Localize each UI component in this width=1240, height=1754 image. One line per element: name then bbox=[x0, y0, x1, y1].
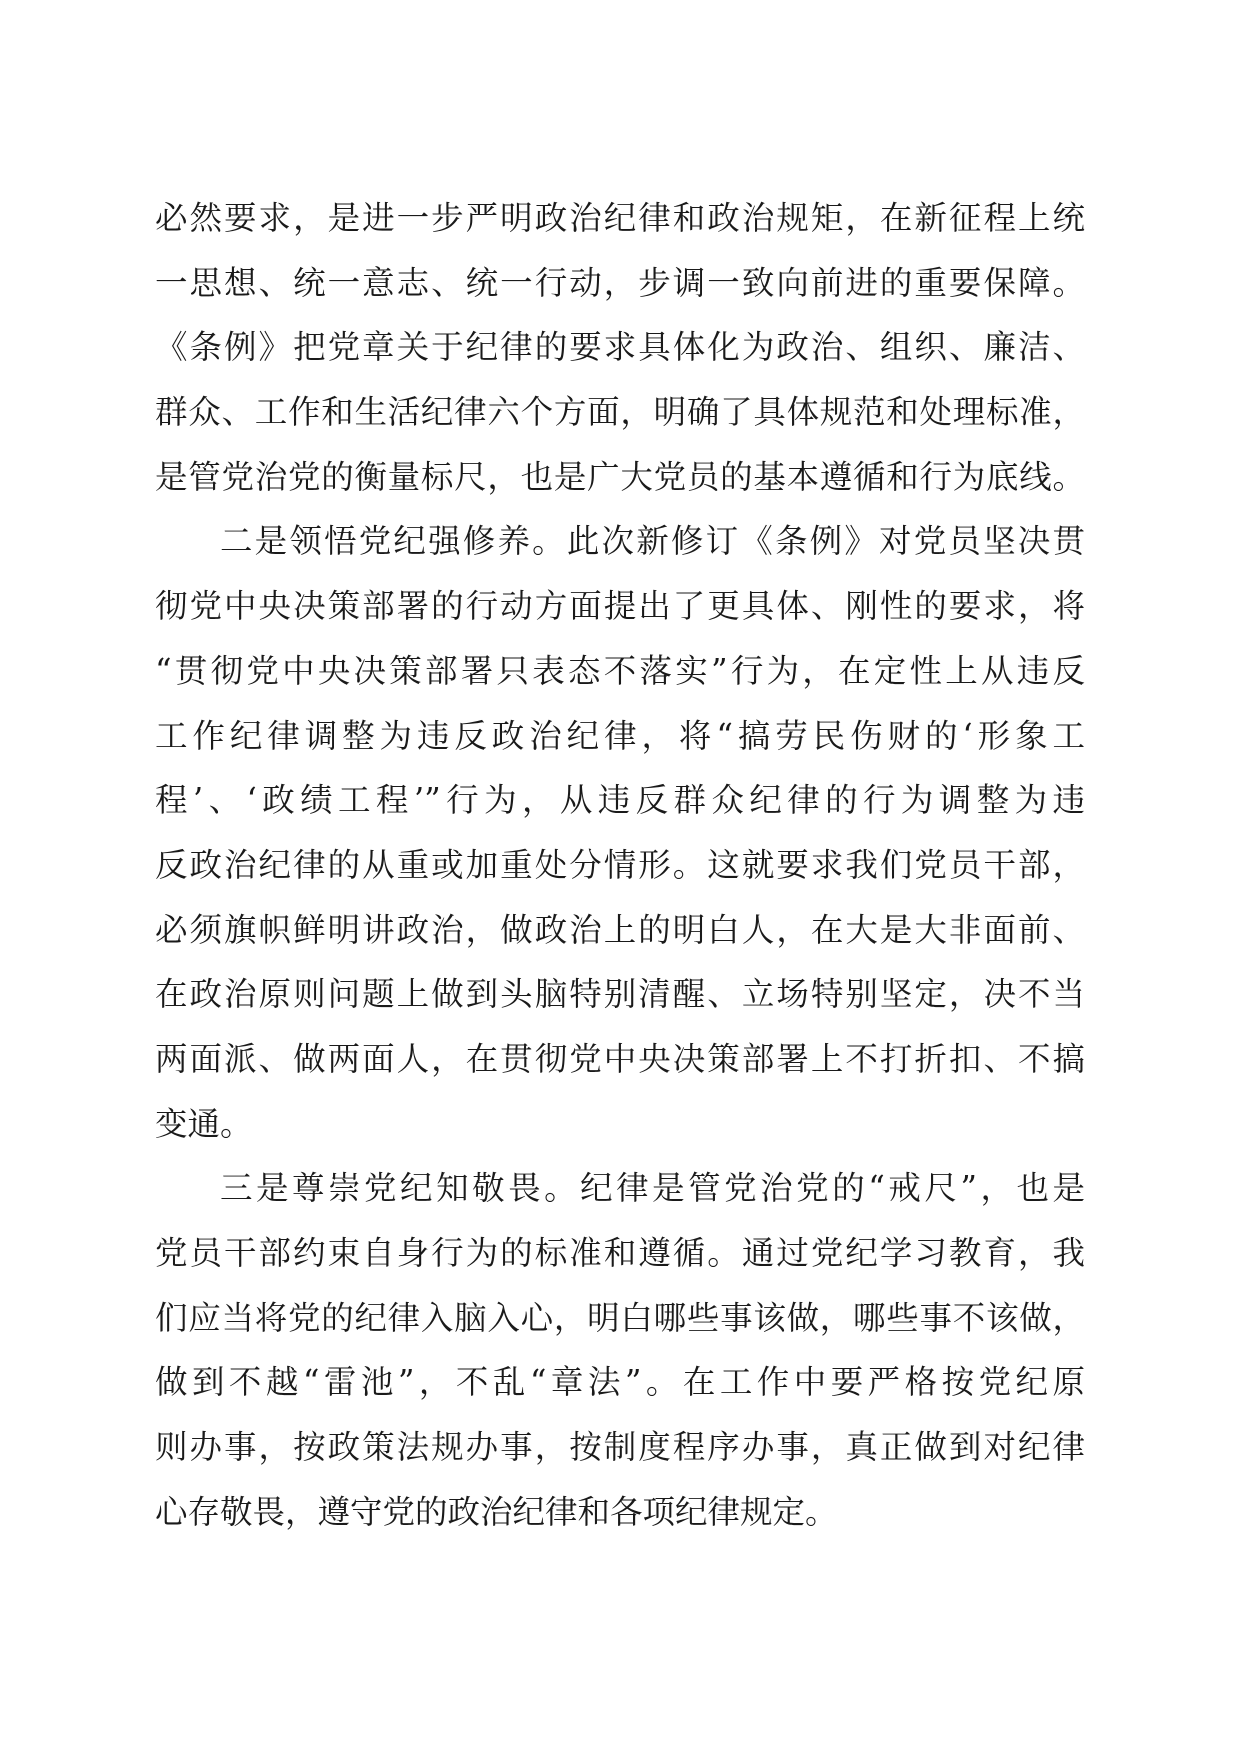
text-line: 必然要求，是进一步严明政治纪律和政治规矩，在新征程上统 bbox=[155, 199, 1085, 237]
text-line: 党员干部约束自身行为的标准和遵循。通过党纪学习教育，我 bbox=[155, 1234, 1085, 1272]
text-line: 程’、‘政绩工程’”行为，从违反群众纪律的行为调整为违 bbox=[155, 781, 1085, 820]
text-line: 变通。 bbox=[155, 1104, 253, 1143]
paragraph-3 bbox=[155, 1156, 1085, 1544]
text-line: 二是领悟党纪强修养。此次新修订《条例》对党员坚决贯 bbox=[220, 522, 1085, 561]
text-line: 三是尊崇党纪知敬畏。纪律是管党治党的“戒尺”，也是 bbox=[220, 1169, 1085, 1208]
text-line: 是管党治党的衡量标尺，也是广大党员的基本遵循和行为底线。 bbox=[155, 457, 1085, 496]
text-line: 在政治原则问题上做到头脑特别清醒、立场特别坚定，决不当 bbox=[155, 975, 1085, 1014]
text-line: “贯彻党中央决策部署只表态不落实”行为，在定性上从违反 bbox=[155, 651, 1085, 690]
text-line: 必须旗帜鲜明讲政治，做政治上的明白人，在大是大非面前、 bbox=[155, 910, 1085, 949]
paragraph-1 bbox=[155, 186, 1085, 509]
text-line: 们应当将党的纪律入脑入心，明白哪些事该做，哪些事不该做， bbox=[155, 1298, 1085, 1337]
text-line: 《条例》把党章关于纪律的要求具体化为政治、组织、廉洁、 bbox=[155, 328, 1085, 367]
text-line: 彻党中央决策部署的行动方面提出了更具体、刚性的要求，将 bbox=[155, 587, 1085, 626]
text-line: 心存敬畏，遵守党的政治纪律和各项纪律规定。 bbox=[155, 1492, 838, 1531]
paragraph-2 bbox=[155, 509, 1085, 1156]
document-body bbox=[155, 186, 1085, 1544]
text-line: 两面派、做两面人，在贯彻党中央决策部署上不打折扣、不搞 bbox=[155, 1039, 1085, 1078]
text-line: 反政治纪律的从重或加重处分情形。这就要求我们党员干部， bbox=[155, 845, 1085, 884]
text-line: 一思想、统一意志、统一行动，步调一致向前进的重要保障。 bbox=[155, 263, 1085, 302]
text-line: 群众、工作和生活纪律六个方面，明确了具体规范和处理标准， bbox=[155, 393, 1085, 432]
text-line: 工作纪律调整为违反政治纪律，将“搞劳民伤财的‘形象工 bbox=[155, 716, 1085, 755]
text-line: 则办事，按政策法规办事，按制度程序办事，真正做到对纪律 bbox=[155, 1428, 1085, 1467]
text-line: 做到不越“雷池”，不乱“章法”。在工作中要严格按党纪原 bbox=[155, 1363, 1085, 1402]
